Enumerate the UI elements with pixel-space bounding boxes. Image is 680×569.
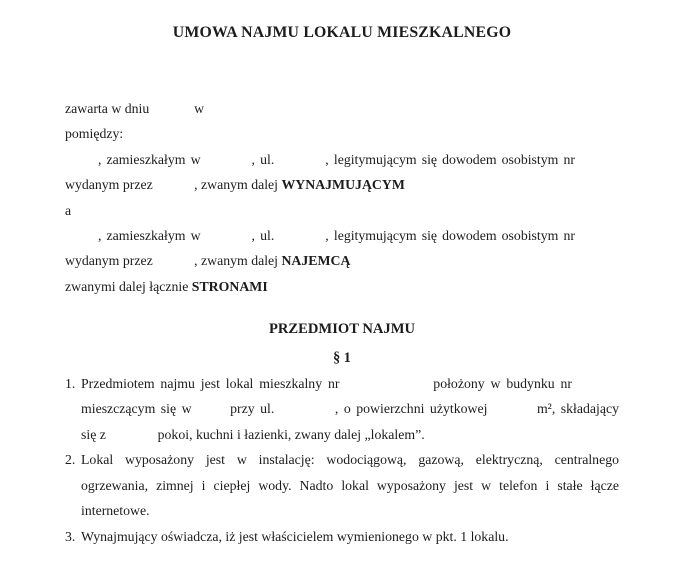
item-text <box>81 447 619 523</box>
item-number: 1. <box>65 376 76 392</box>
item-line: mieszczącym się w przy ul. , o powierzchni użytkowej m², składający <box>81 401 619 417</box>
list-item-1 <box>65 371 619 447</box>
landlord-details-line: , zamieszkałym w , ul. , legitymującym się dowodem osobistym nr <box>98 151 575 167</box>
item-line: się z pokoi, kuchni i łazienki, zwany dalej „lokalem”. <box>81 426 425 442</box>
item-number: 2. <box>65 452 76 468</box>
document-title: UMOWA NAJMU LOKALU MIESZKALNEGO <box>172 24 512 41</box>
conjunction-line: a <box>65 202 72 218</box>
item-number: 3. <box>65 528 76 544</box>
tenant-details-line: , zamieszkałym w , ul. , legitymującym się dowodem osobistym nr <box>98 228 575 244</box>
contract-items <box>65 371 619 549</box>
tenant-designation-line <box>65 248 619 273</box>
list-item-3 <box>65 524 619 549</box>
item-text <box>81 524 619 549</box>
date-line: zawarta w dniu w <box>65 101 205 116</box>
item-line: Przedmiotem najmu jest lokal mieszkalny nr położony w budynku nr <box>81 376 572 392</box>
item-line: Lokal wyposażony jest w instalację: wodociągową, gazową, elektryczną, centralnego <box>81 452 619 468</box>
document-page <box>0 20 680 569</box>
list-item-2 <box>65 447 619 523</box>
between-line: pomiędzy: <box>65 126 124 142</box>
parties-line-text: zwanymi dalej łącznie <box>65 278 192 294</box>
section-heading: PRZEDMIOT NAJMU <box>268 321 416 338</box>
landlord-designation-text: wydanym przez , zwanym dalej <box>65 177 282 193</box>
clause-number: § 1 <box>333 349 351 366</box>
item-line: internetowe. <box>81 503 150 519</box>
tenant-term: NAJEMCĄ <box>281 253 351 269</box>
item-line: ogrzewania, zimnej i ciepłej wody. Nadto lokal wyposażony jest w telefon i stałe łącze <box>81 477 619 493</box>
parties-term: STRONAMI <box>191 278 268 294</box>
tenant-designation-text: wydanym przez , zwanym dalej <box>65 253 282 269</box>
landlord-term: WYNAJMUJĄCYM <box>281 177 405 193</box>
parties-line <box>65 274 619 299</box>
item-line: Wynajmujący oświadcza, iż jest właścicielem wymienionego w pkt. 1 lokalu. <box>81 528 509 544</box>
item-text <box>81 371 619 447</box>
landlord-designation-line <box>65 172 619 197</box>
